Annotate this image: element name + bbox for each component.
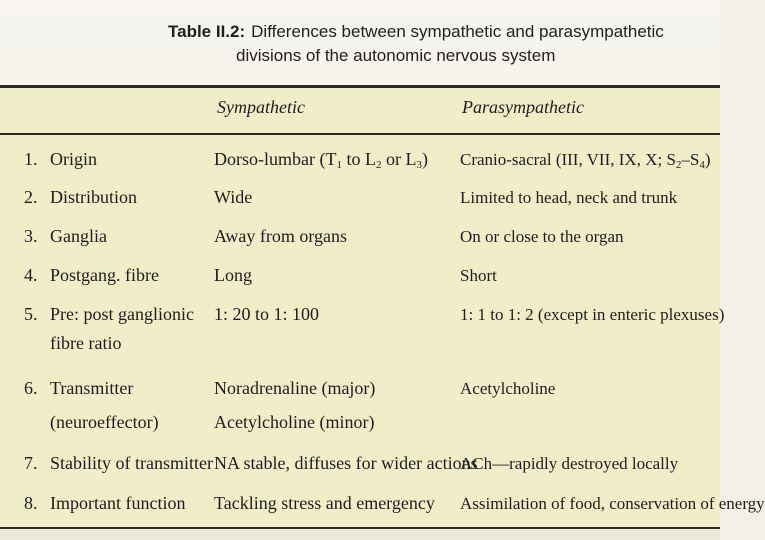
table-header-rule: [0, 133, 720, 135]
parasympathetic-value: On or close to the organ: [460, 227, 624, 246]
sympathetic-value: NA stable, diffuses for wider actions: [214, 453, 478, 473]
table-label: Table II.2:: [168, 22, 246, 41]
sympathetic-value: Noradrenaline (major): [214, 378, 376, 398]
sympathetic-value-continued: Acetylcholine (minor): [214, 412, 375, 432]
row-feature: Origin: [50, 149, 97, 169]
row-number: 7.: [24, 453, 38, 473]
row-number: 8.: [24, 493, 38, 513]
sympathetic-value: Long: [214, 265, 252, 285]
caption-line-1: Differences between sympathetic and parasympathetic: [251, 22, 664, 41]
table-caption: [168, 20, 708, 68]
row-number: 6.: [24, 378, 38, 398]
row-feature: Distribution: [50, 187, 138, 207]
sympathetic-value: Dorso-lumbar ($T_1$ to $L_2$ or $L_3$): [214, 149, 428, 171]
row-number: 1.: [24, 149, 38, 169]
column-header-sympathetic: Sympathetic: [217, 97, 305, 117]
column-header-parasympathetic: Parasympathetic: [462, 97, 584, 117]
row-feature-continued: (neuroeffector): [50, 412, 159, 432]
parasympathetic-value: ACh—rapidly destroyed locally: [460, 454, 679, 473]
sympathetic-value: 1: 20 to 1: 100: [214, 304, 320, 324]
row-number: 5.: [24, 304, 38, 324]
parasympathetic-value: Cranio-sacral (III, VII, IX, X; $S_2-S_4$): [460, 150, 711, 171]
parasympathetic-value: Short: [460, 266, 497, 285]
parasympathetic-value: 1: 1 to 1: 2 (except in enteric plexuses): [460, 305, 725, 324]
sympathetic-value: Wide: [214, 187, 253, 207]
row-number: 2.: [24, 187, 38, 207]
table-bottom-rule: [0, 527, 720, 529]
row-feature: Postgang. fibre: [50, 265, 159, 285]
row-feature: Important function: [50, 493, 186, 513]
parasympathetic-value: Limited to head, neck and trunk: [460, 188, 678, 207]
sympathetic-value: Away from organs: [214, 226, 347, 246]
parasympathetic-value: Assimilation of food, conservation of energy: [460, 494, 765, 513]
row-feature: Stability of transmitter: [50, 453, 213, 473]
sympathetic-value: Tackling stress and emergency: [214, 493, 435, 513]
row-number: 3.: [24, 226, 38, 246]
row-number: 4.: [24, 265, 38, 285]
caption-line-2: divisions of the autonomic nervous system: [236, 46, 556, 65]
parasympathetic-value: Acetylcholine: [460, 379, 556, 398]
table-top-rule: [0, 85, 720, 88]
row-feature-continued: fibre ratio: [50, 333, 122, 353]
row-feature: Pre: post ganglionic: [50, 304, 194, 324]
row-feature: Ganglia: [50, 226, 107, 246]
row-feature: Transmitter: [50, 378, 134, 398]
